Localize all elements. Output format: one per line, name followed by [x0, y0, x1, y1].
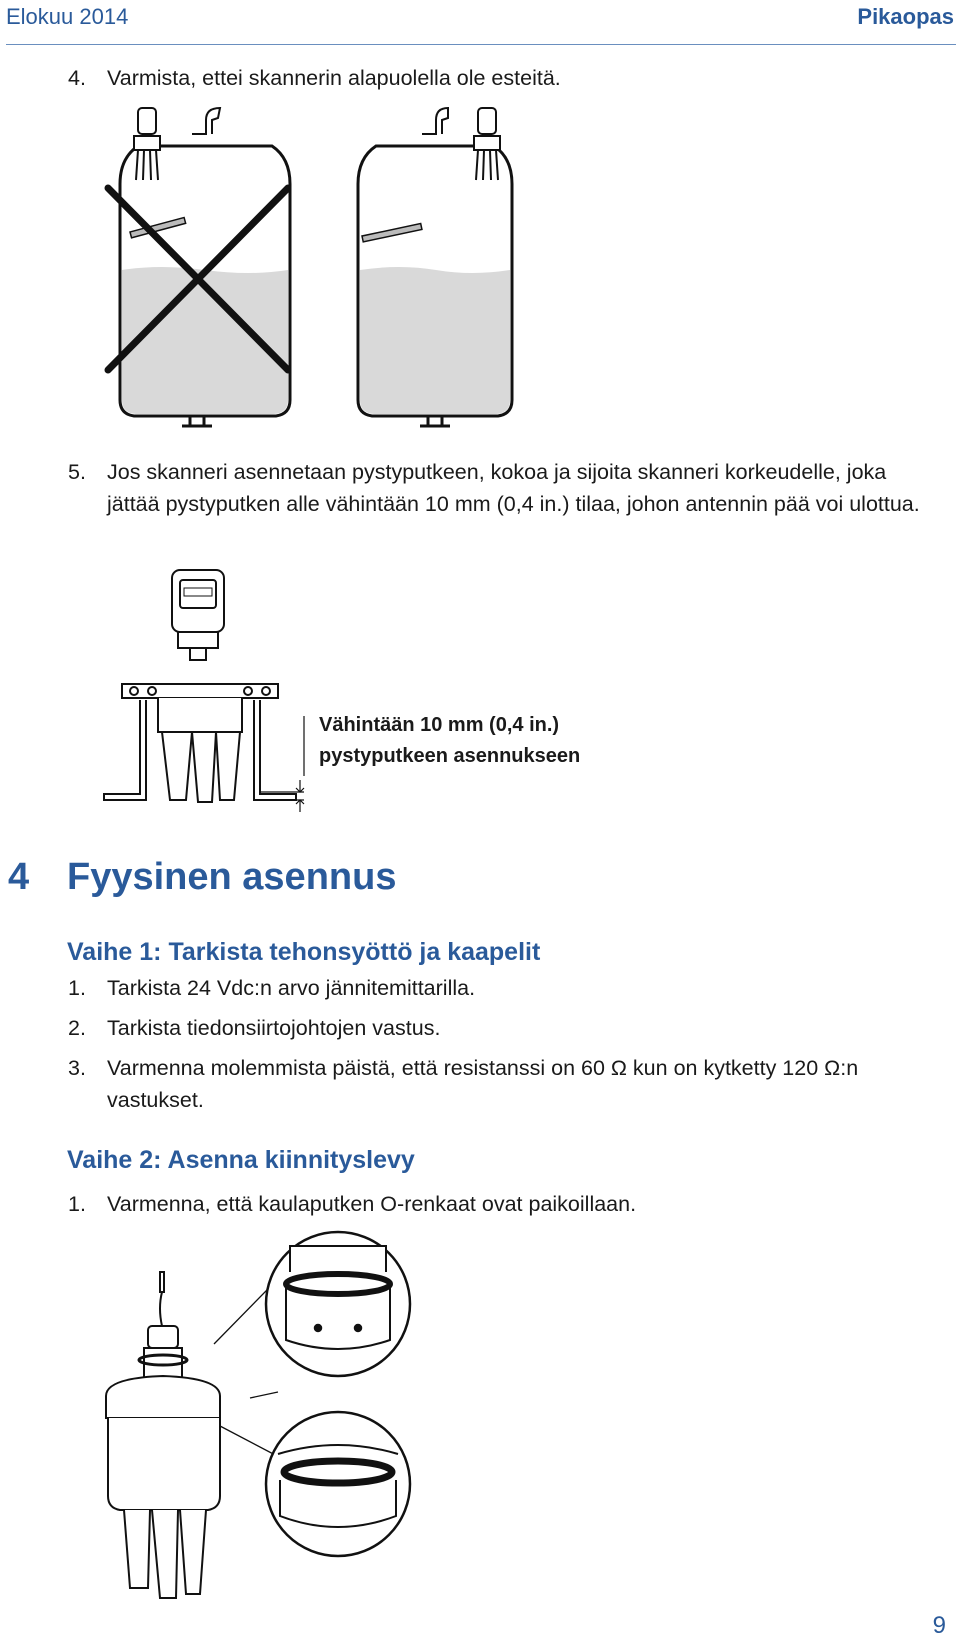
- standpipe-illustration: [100, 566, 330, 828]
- dimension-label-line1: Vähintään 10 mm (0,4 in.): [319, 714, 560, 736]
- item-text: Varmenna molemmista päistä, että resistanssi on 60 Ω kun on kytketty 120 Ω:n vastukset.: [107, 1056, 859, 1112]
- detail-circle-lower: [266, 1412, 410, 1556]
- header-doc-type: Pikaopas: [857, 4, 954, 29]
- item-text: Tarkista 24 Vdc:n arvo jännitemittarilla.: [107, 976, 476, 1000]
- tank-correct: [358, 108, 512, 426]
- section-number: 4: [8, 856, 30, 898]
- detail-circle-upper: [266, 1232, 410, 1376]
- item-number: 1.: [68, 976, 86, 1000]
- oring-illustration: [100, 1248, 460, 1618]
- header-divider: [6, 44, 956, 45]
- standpipe-dimension-label: [319, 710, 580, 772]
- section-title: Fyysinen asennus: [67, 856, 397, 898]
- page-number: 9: [932, 1612, 946, 1639]
- item-number: 3.: [68, 1056, 86, 1080]
- item-text: Varmenna, että kaulaputken O-renkaat ovat paikoillaan.: [107, 1192, 637, 1216]
- step-number: 4.: [68, 66, 86, 90]
- item-text: Tarkista tiedonsiirtojohtojen vastus.: [107, 1016, 441, 1040]
- tank-illustration: [100, 104, 550, 444]
- dimension-label-line2: pystyputkeen asennukseen: [319, 745, 581, 767]
- item-number: 1.: [68, 1192, 86, 1216]
- phase2-heading: Vaihe 2: Asenna kiinnityslevy: [67, 1146, 415, 1174]
- item-number: 2.: [68, 1016, 86, 1040]
- header-date: Elokuu 2014: [6, 4, 129, 29]
- step-number: 5.: [68, 460, 86, 484]
- phase1-heading: Vaihe 1: Tarkista tehonsyöttö ja kaapelit: [67, 938, 541, 966]
- step-text: Jos skanneri asennetaan pystyputkeen, kokoa ja sijoita skanneri korkeudelle, joka jättää pystyputken alle vähintään 10 mm (0,4 in.) tilaa, johon antennin pää voi ulottua.: [107, 460, 920, 516]
- step-text: Varmista, ettei skannerin alapuolella ole esteitä.: [107, 66, 561, 90]
